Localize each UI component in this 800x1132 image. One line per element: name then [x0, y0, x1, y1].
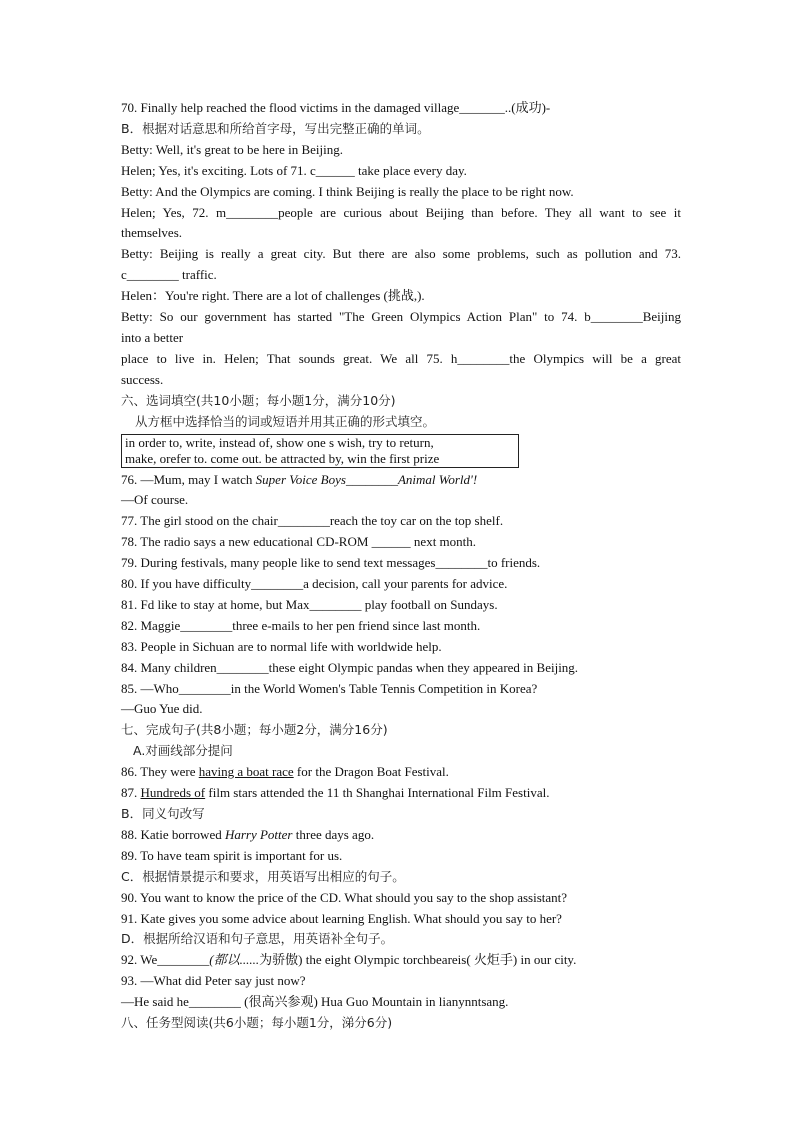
dialogue-line: Betty: Beijing is really a great city. But there are also some problems, such as pollution and 73. — [121, 246, 681, 262]
question-91: 91. Kate gives you some advice about learning English. What should you say to her? — [121, 910, 562, 926]
question-92 — [121, 950, 681, 971]
question-86 — [121, 762, 681, 783]
word-box-line: make, orefer to. come out. be attracted by, win the first prize — [125, 450, 440, 466]
question-70: 70. Finally help reached the flood victims in the damaged village_______..(成功)- — [121, 100, 551, 115]
q88-suffix: three days ago. — [292, 826, 375, 842]
q86-prefix: 86. They were — [121, 764, 199, 780]
question-item: 80. If you have difficulty________a decision, call your parents for advice. — [121, 576, 508, 592]
q76-blank: ________ — [345, 471, 398, 487]
q92-prefix: 92. We________ — [121, 952, 210, 968]
dialogue-line: success. — [121, 371, 164, 387]
question-93-answer: —He said he________ (很高兴参观) Hua Guo Mountain in lianynntsang. — [121, 994, 509, 1010]
q92-suffix: ) the eight Olympic torchbeareis( 火炬手) in our city. — [298, 952, 577, 968]
dialogue-line: Betty: Well, it's great to be here in Beijing. — [121, 141, 344, 157]
question-item: 83. People in Sichuan are to normal life with worldwide help. — [121, 638, 442, 654]
q76-prefix: 76. —Mum, may I watch — [121, 471, 256, 487]
question-87 — [121, 783, 681, 804]
q87-underlined: Hundreds of — [140, 785, 206, 801]
worksheet-page — [121, 98, 681, 1034]
q92-hint-italic: (都以...... — [209, 952, 260, 968]
question-93: 93. —What did Peter say just now? — [121, 973, 306, 989]
dialogue-line: into a better — [121, 329, 184, 345]
q92-hint: 为骄傲 — [259, 952, 299, 968]
dialogue-line: Betty: So our government has started "The Green Olympics Action Plan" to 74. b________Beijing — [121, 309, 681, 325]
q88-title: Harry Potter — [224, 826, 293, 842]
section-7-sub-c: C．根据情景提示和要求，用英语写出相应的句子。 — [121, 868, 405, 884]
section-6-title: 六、选词填空(共10小题；每小题1分，满分10分) — [121, 392, 396, 408]
question-76-answer: —Of course. — [121, 492, 189, 508]
dialogue — [121, 140, 681, 391]
word-box-line: in order to, write, instead of, show one s wish, try to return, — [125, 434, 434, 450]
section-7-title: 七、完成句子(共8小题；每小题2分，满分16分) — [121, 722, 388, 738]
question-item: 77. The girl stood on the chair________reach the toy car on the top shelf. — [121, 513, 504, 529]
question-88 — [121, 825, 681, 846]
question-item: —Guo Yue did. — [121, 701, 203, 717]
question-item: 84. Many children________these eight Olympic pandas when they appeared in Beijing. — [121, 659, 579, 675]
section-8-title: 八、任务型阅读(共6小题；每小题1分，涕分6分) — [121, 1015, 393, 1031]
q86-underlined: having a boat race — [198, 764, 294, 780]
q76-title-2: Animal World'! — [397, 471, 478, 487]
question-item: 79. During festivals, many people like to send text messages________to friends. — [121, 555, 541, 571]
word-box — [121, 434, 519, 468]
dialogue-line: themselves. — [121, 225, 183, 241]
question-89: 89. To have team spirit is important for us. — [121, 847, 343, 863]
dialogue-line: Betty: And the Olympics are coming. I think Beijing is really the place to be right now. — [121, 183, 574, 199]
section-6-instruction: 从方框中选择恰当的词或短语并用其正确的形式填空。 — [135, 413, 436, 429]
question-item: 82. Maggie________three e-mails to her pen friend since last month. — [121, 617, 481, 633]
q87-suffix: film stars attended the 11 th Shanghai International Film Festival. — [205, 785, 550, 801]
section-b-heading: B．根据对话意思和所给首字母，写出完整正确的单词。 — [121, 120, 430, 136]
section-7-sub-d: D．根据所给汉语和句子意思，用英语补全句子。 — [121, 931, 394, 947]
section-7-sub-b: B．同义句改写 — [121, 806, 205, 821]
questions-77-85 — [121, 511, 681, 720]
q87-prefix: 87. — [121, 785, 141, 801]
dialogue-line: place to live in. Helen; That sounds great. We all 75. h________the Olympics will be a great — [121, 350, 681, 366]
dialogue-line: c________ traffic. — [121, 267, 217, 283]
section-7-sub-a: A.对画线部分提问 — [133, 743, 233, 759]
question-90: 90. You want to know the price of the CD. What should you say to the shop assistant? — [121, 889, 568, 905]
q76-title-1: Super Voice Boys — [255, 471, 346, 487]
q88-prefix: 88. Katie borrowed — [121, 826, 225, 842]
question-76 — [121, 470, 681, 491]
dialogue-line: Helen; Yes, it's exciting. Lots of 71. c______ take place every day. — [121, 162, 467, 178]
question-item: 78. The radio says a new educational CD-ROM ______ next month. — [121, 534, 477, 550]
question-item: 85. —Who________in the World Women's Table Tennis Competition in Korea? — [121, 680, 538, 696]
question-item: 81. Fd like to stay at home, but Max________ play football on Sundays. — [121, 596, 498, 612]
q86-suffix: for the Dragon Boat Festival. — [293, 764, 449, 780]
dialogue-line: Helen; Yes, 72. m________people are curious about Beijing than before. They all want to see it — [121, 204, 681, 220]
dialogue-line: Helen：You're right. There are a lot of challenges (挑战,). — [121, 288, 425, 304]
